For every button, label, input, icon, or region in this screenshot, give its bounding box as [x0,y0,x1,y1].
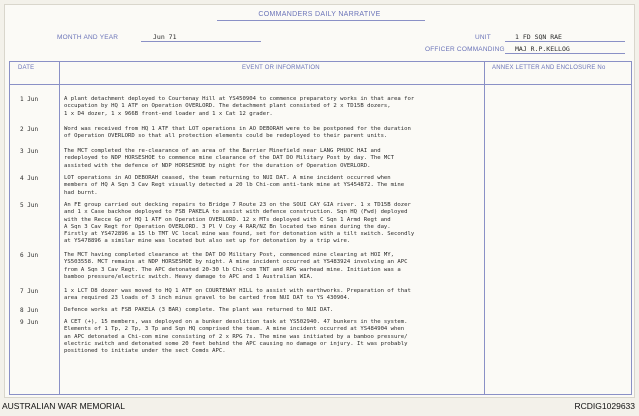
entry-line: Elements of 1 Tp, 2 Tp, 3 Tp and Sqn HQ comprised the team. A mine incident occurred at YS484904 when [64,326,405,333]
entry-text [64,148,478,170]
entry-line: members of HQ A Sqn 3 Cav Regt visually detected a 20 lb Chi-com anti-tank mine at YS454872. The mine [64,182,405,189]
entry-line: 1 x LCT D8 dozer was moved to HQ 1 ATF on COURTENAY HILL to assist with earthworks. Preparation of that [64,288,411,294]
month-year-label: MONTH AND YEAR [57,34,119,41]
archive-reference-id: RCDIG1029633 [574,401,635,411]
entry-date: 3 Jun [20,148,39,155]
entry-line: of Operation OVERLORD so that all protection elements could be redeployed to their parent units. [64,133,388,140]
entry-line: Firstly at YS472896 a 15 lb TMT VC local mine was found, set for detonation with a tilt switch. Secondly [64,231,415,238]
entry-line: assisted with the defence of NDP HORSESHOE by night for the duration of Operation OVERLORD. [64,162,371,169]
entry-line: electric switch and detonated some 20 feet behind the APC causing no damage or injury. It was probably [64,340,408,347]
entry-line: occupation by HQ 1 ATF on Operation OVERLORD. The detachment plant consisted of 2 x TD15B dozers, [64,103,391,110]
entry-line: from A Sqn 3 Cav Regt. The APC detonated 20-30 lb Chi-com TNT and RPG warhead mine. Initiation was a [64,266,401,273]
entry-line: positioned to initiate under the sect Comds APC. [64,348,226,355]
event-column-header: EVENT OR INFORMATION [242,65,320,71]
entry-line: with the Recce Gp of HQ 1 ATF on Operation OVERLORD. 12 x MTs deployed with C Sqn 1 Armd Regt and [64,216,391,223]
entry-text [64,252,478,281]
date-column-divider [59,62,60,394]
entry-line: A CET (+), 15 members, was deployed on a bunker desolition task at YS502940. 47 bunkers in the system. [64,319,408,325]
entry-date: 2 Jun [20,126,39,133]
entry-line: an APC detonated a Chi-com mine consisting of 2 x RPG 7s. The mine was initiated by a bamboo pressure/ [64,333,408,340]
form-title: COMMANDERS DAILY NARRATIVE [258,11,381,18]
entry-date: 9 Jun [20,319,39,326]
entry-text [64,288,478,303]
unit-label: UNIT [475,34,491,41]
entry-text [64,307,478,314]
entry-line: A plant detachment deployed to Courtenay Hill at YS450904 to commence preparatory works in that area for [64,96,415,102]
month-year-underline [141,41,261,42]
entry-line: An FE group carried out decking repairs to Bridge 7 Route 23 on the SOUI CAY GIA river. 1 x TD15B dozer [64,202,411,208]
entry-line: LOT operations in AO DEBORAH ceased, the team returning to NUI DAT. A mine incident occurred when [64,175,391,181]
entry-line: and 1 x Case backhoe deployed to FSB PAKELA to assist with defence construction. Sqn HQ (Fwd) deployed [64,209,408,216]
table-header-row [10,62,631,85]
annex-column-header: ANNEX LETTER AND ENCLOSURE No [492,65,606,71]
entry-text [64,202,478,246]
entry-line: Word was received from HQ 1 ATF that LOT operations in AO DEBORAH were to be postponed for the duration [64,126,411,132]
entry-date: 1 Jun [20,96,39,103]
oc-label: OFFICER COMMANDING [425,46,505,53]
oc-value: MAJ R.P.KELLOG [515,45,570,53]
entry-line: A Sqn 3 Cav Regt for Operation OVERLORD. 3 Pl V Coy 4 RAR/NZ Bn located two mines during the day. [64,223,391,230]
entry-line: at YS478896 a similar mine was located but also set up for detonation by a trip wire. [64,238,351,245]
narrative-sheet [4,4,635,398]
entry-line: YS503558. MCT remains at NDP HORSESHOE by night. A mine incident occurred at YS483924 involving an APC [64,259,408,266]
entry-text [64,319,478,355]
entry-text [64,175,478,197]
entry-text [64,96,478,118]
entry-line: bamboo pressure/electric switch. Heavy damage to APC and 1 Australian WIA. [64,273,314,280]
narrative-table [9,61,632,395]
oc-underline [505,53,625,54]
archive-credit: AUSTRALIAN WAR MEMORIAL [2,401,125,411]
annex-column-divider [484,62,485,394]
unit-underline [505,41,625,42]
month-year-value: Jun 71 [153,33,177,41]
entry-line: redeployed to NDP HORSESHOE to commence mine clearance of the DAT DO Military Post by day. The MCT [64,155,395,162]
entry-line: The MCT completed the re-clearance of an area of the Barrier Minefield near LANG PHUOC HAI and [64,148,381,154]
entry-date: 7 Jun [20,288,39,295]
entry-date: 8 Jun [20,307,39,314]
entry-line: had burnt. [64,189,98,196]
unit-value: 1 FD SQN RAE [515,33,562,41]
entry-text [64,126,478,141]
entry-line: Defence works at FSB PAKELA (3 BAR) complete. The plant was returned to NUI DAT. [64,307,334,313]
entry-line: 1 x D4 dozer, 1 x 966B front-end loader and 1 x Cat 12 grader. [64,110,273,117]
entry-line: area required 23 loads of 3 inch minus gravel to be carted from NUI DAT to YS 430904. [64,295,351,302]
entry-date: 6 Jun [20,252,39,259]
entry-date: 4 Jun [20,175,39,182]
title-underline [217,20,425,21]
entry-line: The MCT having completed clearance at the DAT DO Military Post, commenced mine clearing at HOI MY, [64,252,395,258]
date-column-header: DATE [18,65,35,71]
entry-date: 5 Jun [20,202,39,209]
